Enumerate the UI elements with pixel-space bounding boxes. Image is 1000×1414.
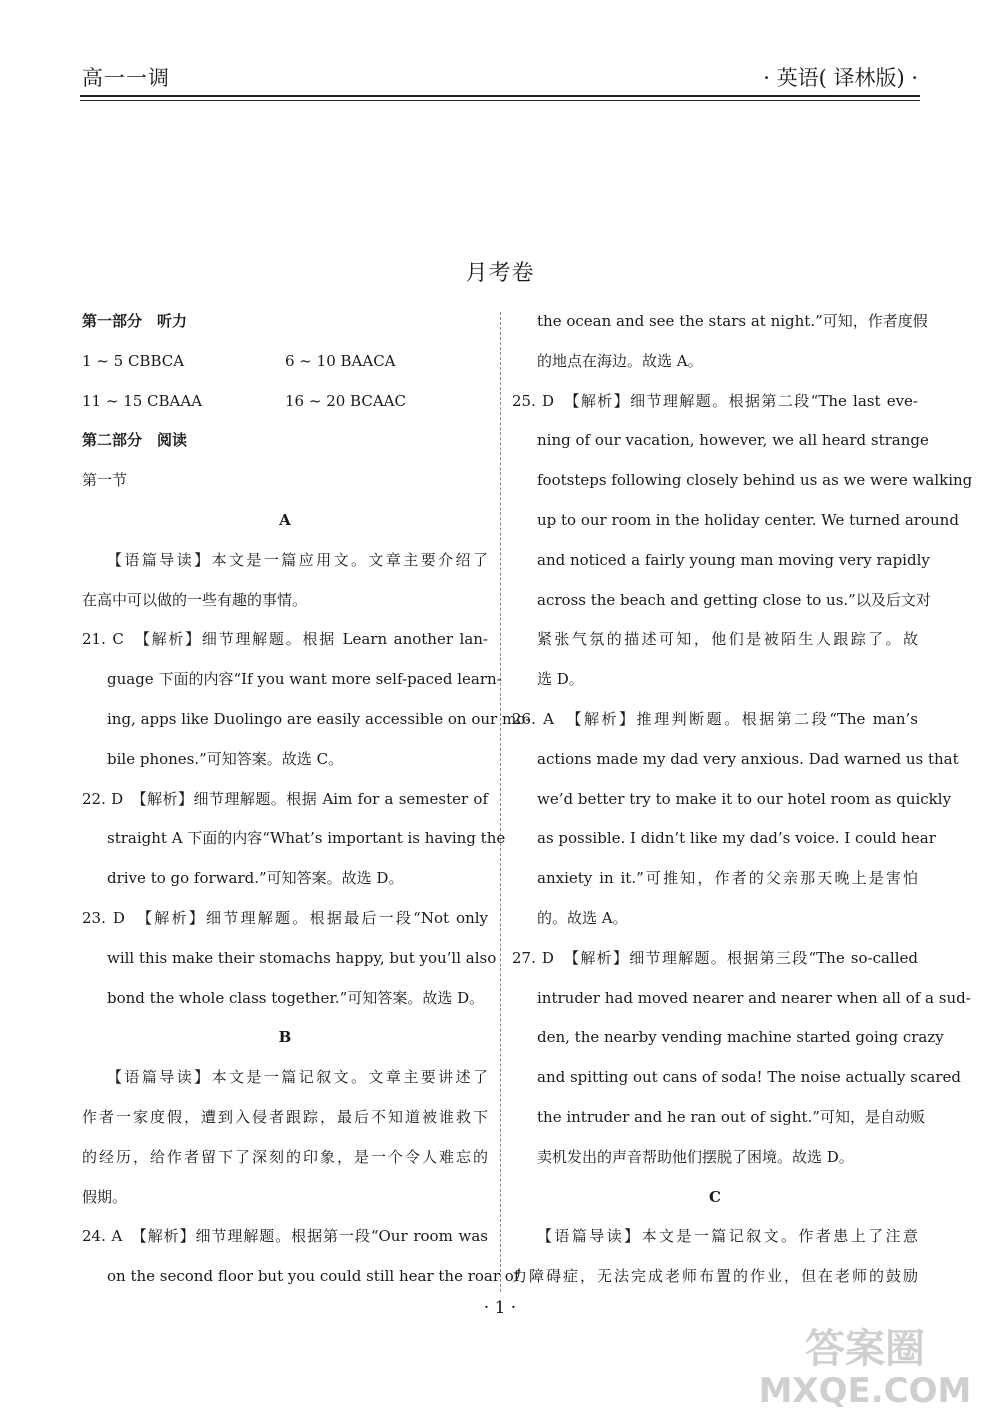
left-column <box>82 302 531 1297</box>
part2-heading: 第二部分 阅读 <box>82 431 188 450</box>
q24-line: the ocean and see the stars at night.”可知，作者度假 <box>537 312 928 330</box>
passage-b-intro-line: 的经历，给作者留下了深刻的印象，是一个令人难忘的 <box>82 1147 488 1166</box>
q21-line: bile phones.”可知答案。故选 C。 <box>107 749 344 768</box>
watermark-logo <box>750 1318 980 1410</box>
watermark-line1: 答案圈 <box>805 1326 925 1372</box>
passage-a-intro-line: 【语篇导读】本文是一篇应用文。文章主要介绍了 <box>107 550 488 569</box>
q25-line: footsteps following closely behind us as we were walking <box>537 471 973 490</box>
answer-16-20: 16 ~ 20 BCAAC <box>285 391 406 410</box>
q27-line: 卖机发出的声音帮助他们摆脱了困境。故选 D。 <box>537 1147 854 1166</box>
q23-line: will this make their stomachs happy, but you’ll also <box>107 948 497 967</box>
header-right: · 英语( 译林版) · <box>763 66 918 90</box>
q26-line: 的。故选 A。 <box>537 908 628 927</box>
q27-line: 27. D 【解析】细节理解题。根据第三段“The so-called <box>512 948 918 967</box>
q27-line: intruder had moved nearer and nearer when all of a sud- <box>537 988 971 1007</box>
q25-line: ning of our vacation, however, we all heard strange <box>537 431 929 450</box>
header-left: 高一一调 <box>82 66 170 90</box>
q26-line: actions made my dad very anxious. Dad warned us that <box>537 749 959 768</box>
q21-line: 21. C 【解析】细节理解题。根据 Learn another lan- <box>82 630 488 649</box>
q25-line: up to our room in the holiday center. We turned around <box>537 510 959 529</box>
q21-line: guage 下面的内容“If you want more self-paced learn- <box>107 670 502 689</box>
passage-a-heading: A <box>279 510 291 529</box>
passage-a-intro-line: 在高中可以做的一些有趣的事情。 <box>82 590 308 609</box>
page-title: 月考卷 <box>465 261 535 286</box>
q26-line: we’d better try to make it to our hotel room as quickly <box>537 789 952 808</box>
q25-line: 选 D。 <box>537 670 584 689</box>
q27-line: the intruder and he ran out of sight.”可知，是自动贩 <box>537 1107 925 1126</box>
header-rule-thin <box>80 100 920 101</box>
passage-b-intro-line: 假期。 <box>82 1187 128 1206</box>
q27-line: den, the nearby vending machine started going crazy <box>537 1028 944 1047</box>
answer-row <box>82 342 488 382</box>
section1-heading: 第一节 <box>82 471 128 490</box>
q27-line: and spitting out cans of soda! The noise actually scared <box>537 1068 961 1087</box>
right-column <box>512 302 973 1297</box>
answer-6-10: 6 ~ 10 BAACA <box>285 351 396 370</box>
column-divider <box>500 312 501 1292</box>
page-number: · 1 · <box>483 1298 517 1318</box>
watermark-line2: MXQE.COM <box>758 1371 972 1411</box>
q26-line: 26. A 【解析】推理判断题。根据第二段“The man’s <box>512 709 918 728</box>
passage-b-intro-line: 作者一家度假，遭到入侵者跟踪，最后不知道被谁救下 <box>82 1107 488 1126</box>
answer-1-5: 1 ~ 5 CBBCA <box>82 351 185 370</box>
q21-line: ing, apps like Duolingo are easily accessible on our mo- <box>107 709 531 728</box>
q23-line: 23. D 【解析】细节理解题。根据最后一段“Not only <box>82 908 488 927</box>
q25-line: and noticed a fairly young man moving very rapidly <box>537 550 930 569</box>
header-rule-thick <box>80 95 920 97</box>
q24-line: 24. A 【解析】细节理解题。根据第一段“Our room was <box>82 1227 488 1246</box>
q25-line: 25. D 【解析】细节理解题。根据第二段“The last eve- <box>512 391 918 410</box>
answer-11-15: 11 ~ 15 CBAAA <box>82 391 203 410</box>
answer-row <box>82 382 488 422</box>
q22-line: drive to go forward.”可知答案。故选 D。 <box>107 869 404 888</box>
q22-line: straight A 下面的内容“What’s important is having the <box>107 829 506 848</box>
q26-line: anxiety in it.”可推知，作者的父亲那天晚上是害怕 <box>537 869 918 888</box>
passage-b-intro-line: 【语篇导读】本文是一篇记叙文。文章主要讲述了 <box>107 1068 488 1087</box>
q24-line: on the second floor but you could still hear the roar of <box>107 1267 520 1286</box>
passage-c-heading: C <box>709 1187 721 1206</box>
q26-line: as possible. I didn’t like my dad’s voice. I could hear <box>537 829 936 848</box>
passage-c-intro-line: 【语篇导读】本文是一篇记叙文。作者患上了注意 <box>537 1227 918 1246</box>
passage-c-intro-line: 力障碍症，无法完成老师布置的作业，但在老师的鼓励 <box>512 1267 918 1286</box>
q24-line: 的地点在海边。故选 A。 <box>537 351 703 370</box>
q25-line: 紧张气氛的描述可知，他们是被陌生人跟踪了。故 <box>537 630 918 649</box>
passage-b-heading: B <box>278 1028 292 1047</box>
q22-line: 22. D 【解析】细节理解题。根据 Aim for a semester of <box>82 789 488 808</box>
q23-line: bond the whole class together.”可知答案。故选 D。 <box>107 988 485 1007</box>
q25-line: across the beach and getting close to us.”以及后文对 <box>537 590 931 609</box>
part1-heading: 第一部分 听力 <box>82 312 188 330</box>
